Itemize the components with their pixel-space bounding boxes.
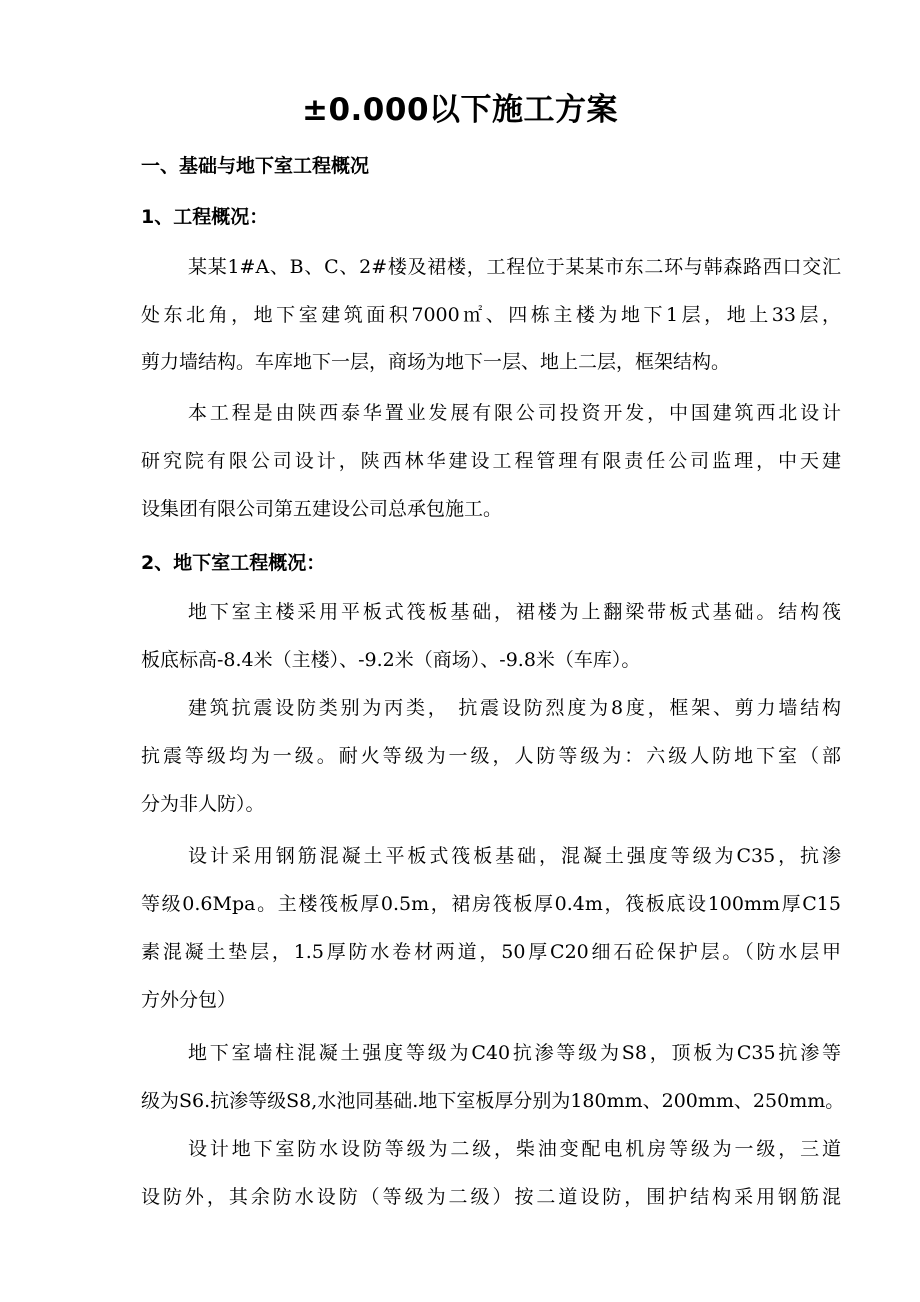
paragraph-line: 研究院有限公司设计，陕西林华建设工程管理有限责任公司监理，中天建 <box>141 450 841 472</box>
paragraph-line: 处东北角，地下室建筑面积7000㎡、四栋主楼为地下1层，地上33层， <box>141 304 841 326</box>
paragraph-line: 地下室主楼采用平板式筏板基础，裙楼为上翻梁带板式基础。结构筏 <box>188 601 841 623</box>
paragraph-line: 级为S6.抗渗等级S8,水池同基础.地下室板厚分别为180mm、200mm、250mm。 <box>141 1090 845 1112</box>
paragraph-line: 设集团有限公司第五建设公司总承包施工。 <box>141 498 503 520</box>
paragraph-line: 建筑抗震设防类别为丙类， 抗震设防烈度为8度，框架、剪力墙结构 <box>188 697 841 719</box>
paragraph-line: 地下室墙柱混凝土强度等级为C40抗渗等级为S8，顶板为C35抗渗等 <box>188 1042 841 1064</box>
paragraph-line: 设防外，其余防水设防（等级为二级）按二道设防，围护结构采用钢筋混 <box>141 1186 841 1208</box>
paragraph-line: 方外分包） <box>141 989 237 1011</box>
paragraph-line: 抗震等级均为一级。耐火等级为一级，人防等级为：六级人防地下室（部 <box>141 745 841 767</box>
section-heading-1: 一、基础与地下室工程概况 <box>141 155 370 177</box>
subsection-heading-2: 2、地下室工程概况： <box>141 552 326 574</box>
paragraph-line: 某某1#A、B、C、2#楼及裙楼，工程位于某某市东二环与韩森路西口交汇 <box>188 256 841 278</box>
paragraph-line: 素混凝土垫层，1.5厚防水卷材两道，50厚C20细石砼保护层。（防水层甲 <box>141 941 841 963</box>
paragraph-line: 设计采用钢筋混凝土平板式筏板基础，混凝土强度等级为C35，抗渗 <box>188 845 841 867</box>
paragraph-line: 本工程是由陕西泰华置业发展有限公司投资开发，中国建筑西北设计 <box>188 402 841 424</box>
paragraph-line: 剪力墙结构。车库地下一层，商场为地下一层、地上二层，框架结构。 <box>141 351 731 373</box>
paragraph-line: 分为非人防）。 <box>141 793 265 815</box>
paragraph-line: 设计地下室防水设防等级为二级，柴油变配电机房等级为一级，三道 <box>188 1138 841 1160</box>
subsection-heading-1: 1、工程概况： <box>141 206 269 228</box>
paragraph-line: 板底标高-8.4米（主楼）、-9.2米（商场）、-9.8米（车库）。 <box>141 649 641 671</box>
document-title: ±0.000以下施工方案 <box>301 92 619 128</box>
paragraph-line: 等级0.6Mpa。主楼筏板厚0.5m，裙房筏板厚0.4m，筏板底设100mm厚C15 <box>141 893 841 915</box>
